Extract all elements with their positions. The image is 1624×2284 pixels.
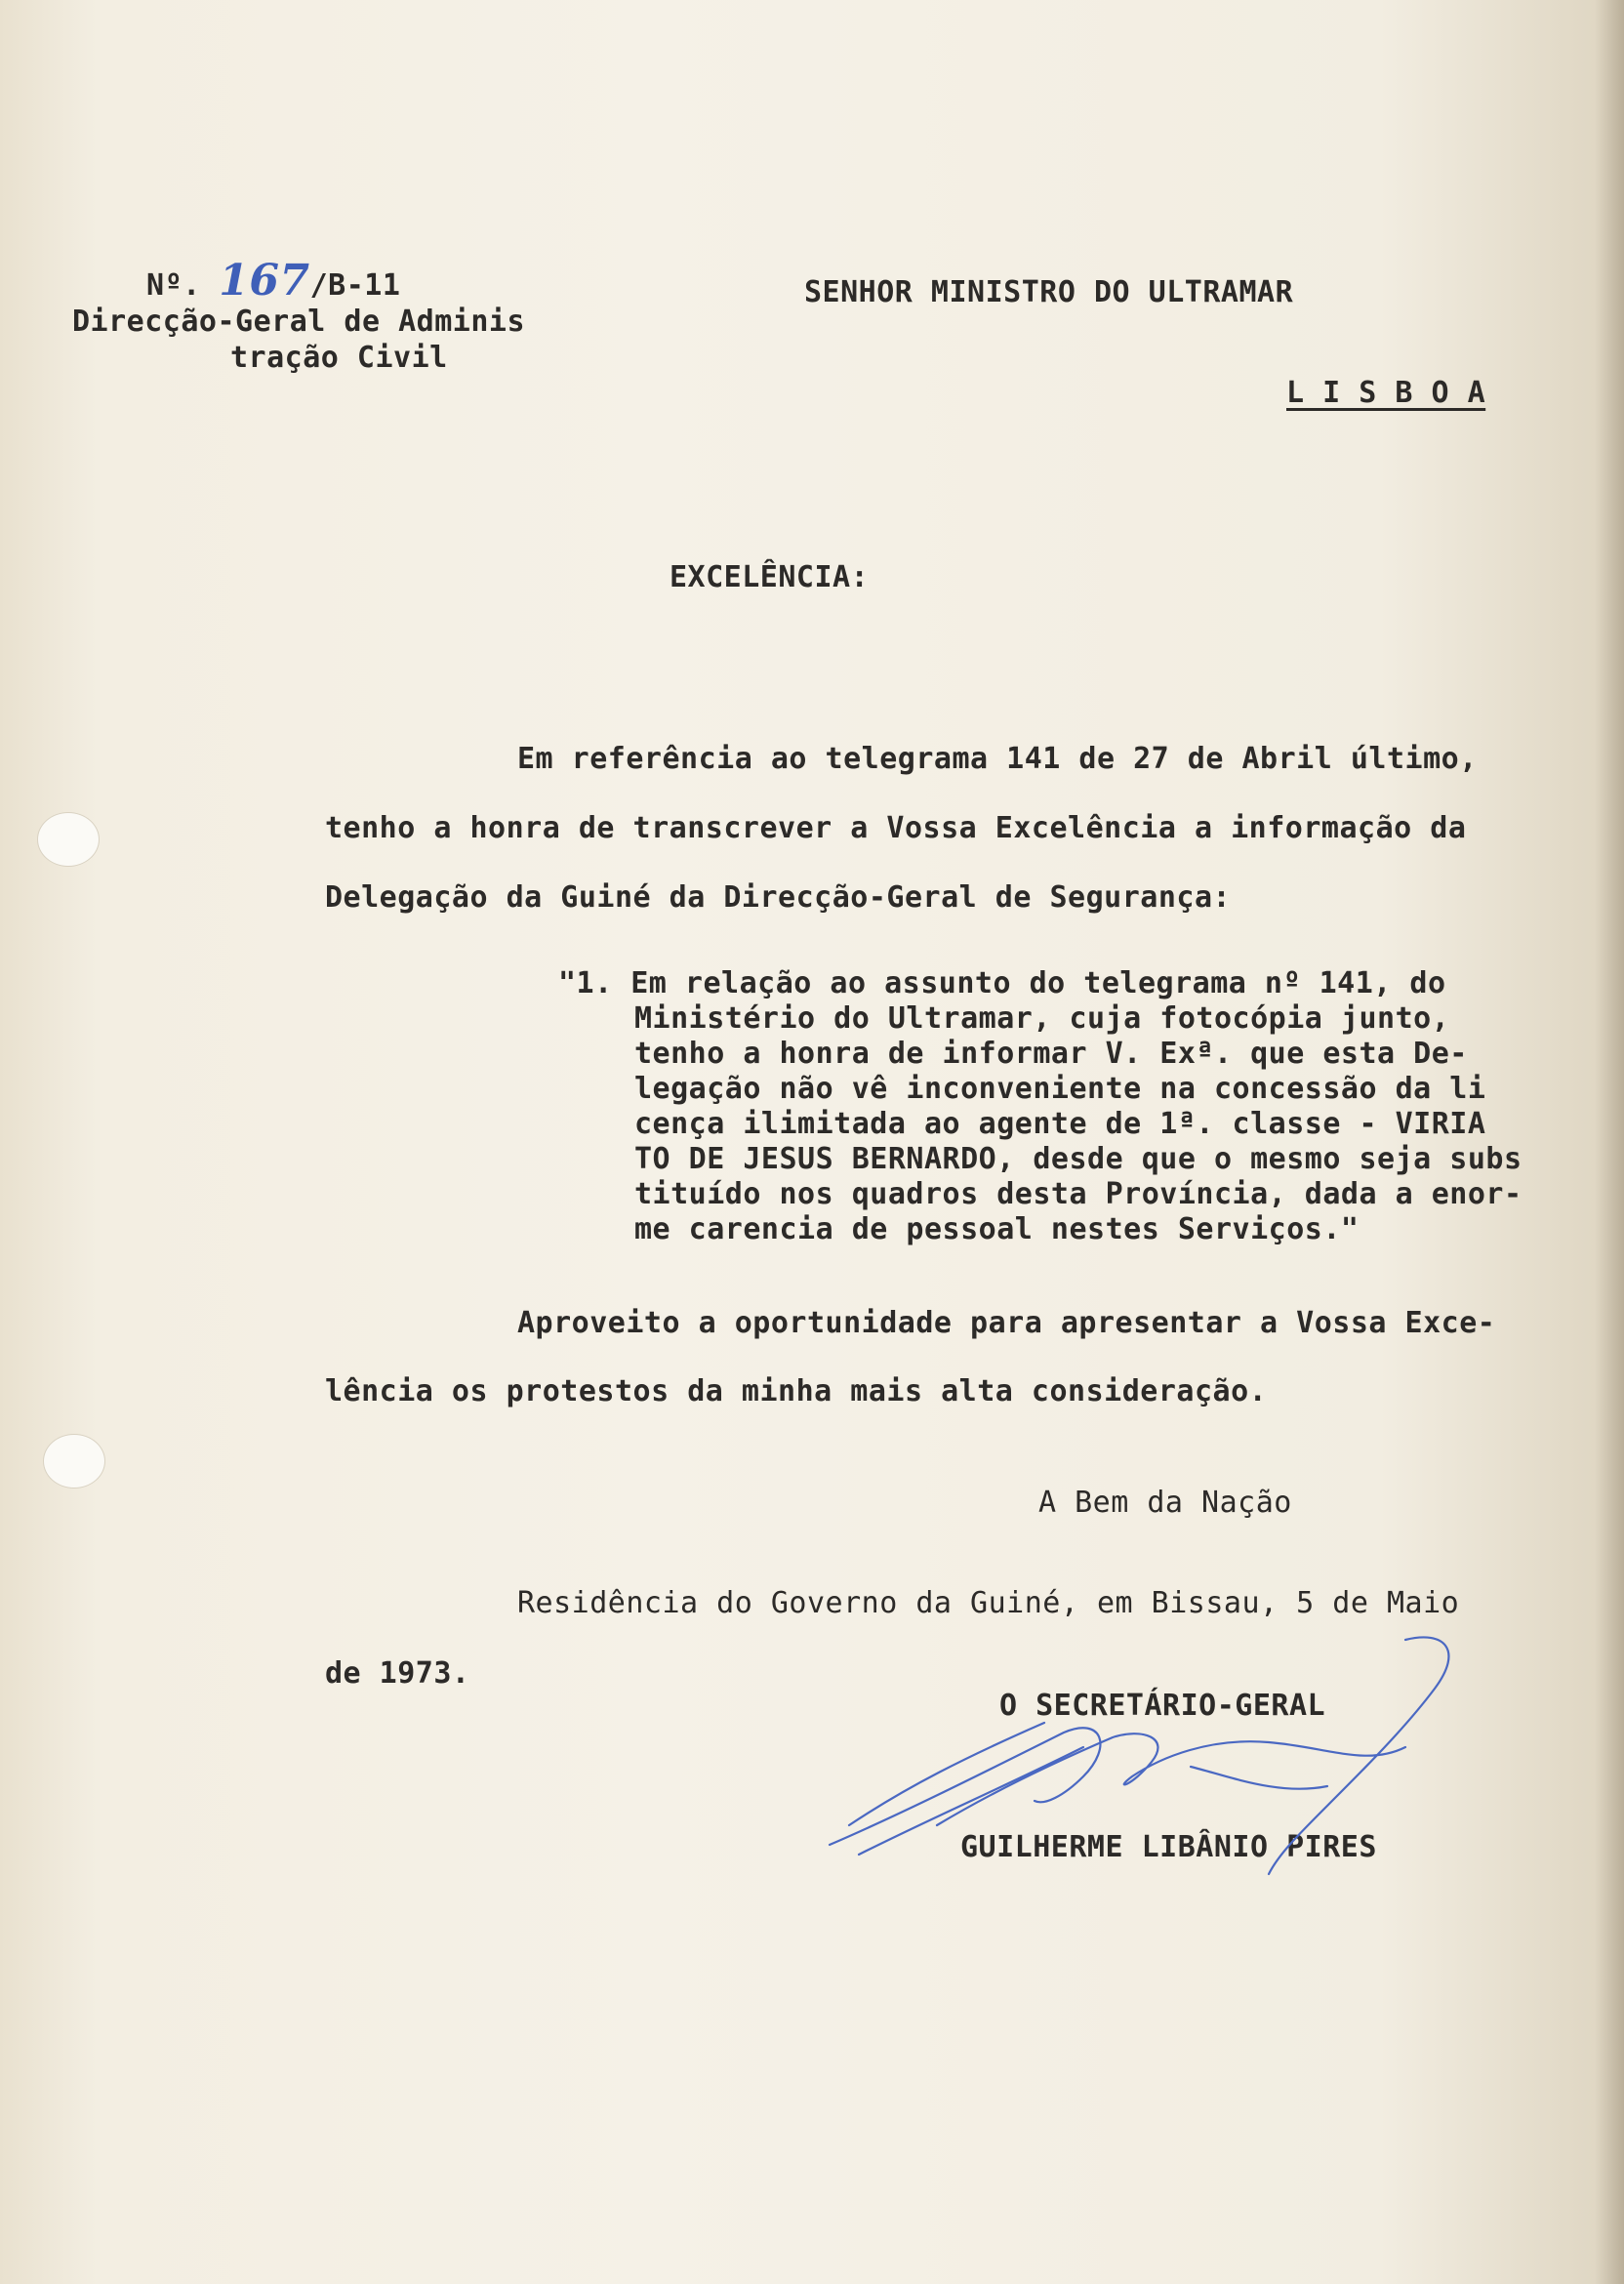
paragraph2-line2: lência os protestos da minha mais alta consideração. <box>325 1374 1268 1408</box>
handwritten-signature <box>820 1630 1483 1884</box>
reference-suffix: /B-11 <box>309 268 401 303</box>
signatory-name: GUILHERME LIBÂNIO PIRES <box>960 1830 1377 1864</box>
punch-hole-top <box>37 812 100 867</box>
punch-hole-bottom <box>43 1434 105 1489</box>
salutation: EXCELÊNCIA: <box>670 560 870 594</box>
quote-line6: TO DE JESUS BERNARDO, desde que o mesmo seja subs <box>634 1142 1522 1176</box>
quote-line5: cença ilimitada ao agente de 1ª. classe - VIRIA <box>634 1107 1486 1141</box>
quote-line2: Ministério do Ultramar, cuja fotocópia junto, <box>634 1001 1450 1036</box>
quote-line1: "1. Em relação ao assunto do telegrama nº 141, do <box>558 966 1446 1000</box>
page-edge-shadow <box>1595 0 1624 2284</box>
paragraph2-line1: Aproveito a oportunidade para apresentar a Vossa Exce- <box>517 1306 1496 1340</box>
paragraph1-line2: tenho a honra de transcrever a Vossa Excelência a informação da <box>325 811 1467 845</box>
department-line-1: Direcção-Geral de Adminis <box>72 305 526 339</box>
quote-line7: tituído nos quadros desta Província, dada a enor- <box>634 1177 1522 1211</box>
signatory-role: O SECRETÁRIO-GERAL <box>999 1689 1326 1723</box>
department-line-2: tração Civil <box>230 341 448 375</box>
reference-number <box>146 256 400 306</box>
closing-motto: A Bem da Nação <box>1038 1486 1292 1520</box>
paragraph1-line1: Em referência ao telegrama 141 de 27 de Abril último, <box>517 742 1478 776</box>
place-date-line2: de 1973. <box>325 1656 470 1691</box>
reference-handwritten-number: 167 <box>219 256 310 306</box>
addressee-city: L I S B O A <box>1286 376 1486 410</box>
quote-line4: legação não vê inconveniente na concessão da li <box>634 1072 1486 1106</box>
quote-line8: me carencia de pessoal nestes Serviços." <box>634 1212 1360 1246</box>
reference-prefix: Nº. <box>146 268 201 303</box>
paragraph1-line3: Delegação da Guiné da Direcção-Geral de Segurança: <box>325 880 1232 915</box>
quote-line3: tenho a honra de informar V. Exª. que esta De- <box>634 1037 1468 1071</box>
addressee-title: SENHOR MINISTRO DO ULTRAMAR <box>804 275 1294 309</box>
place-date-line1: Residência do Governo da Guiné, em Bissau, 5 de Maio <box>517 1586 1460 1620</box>
